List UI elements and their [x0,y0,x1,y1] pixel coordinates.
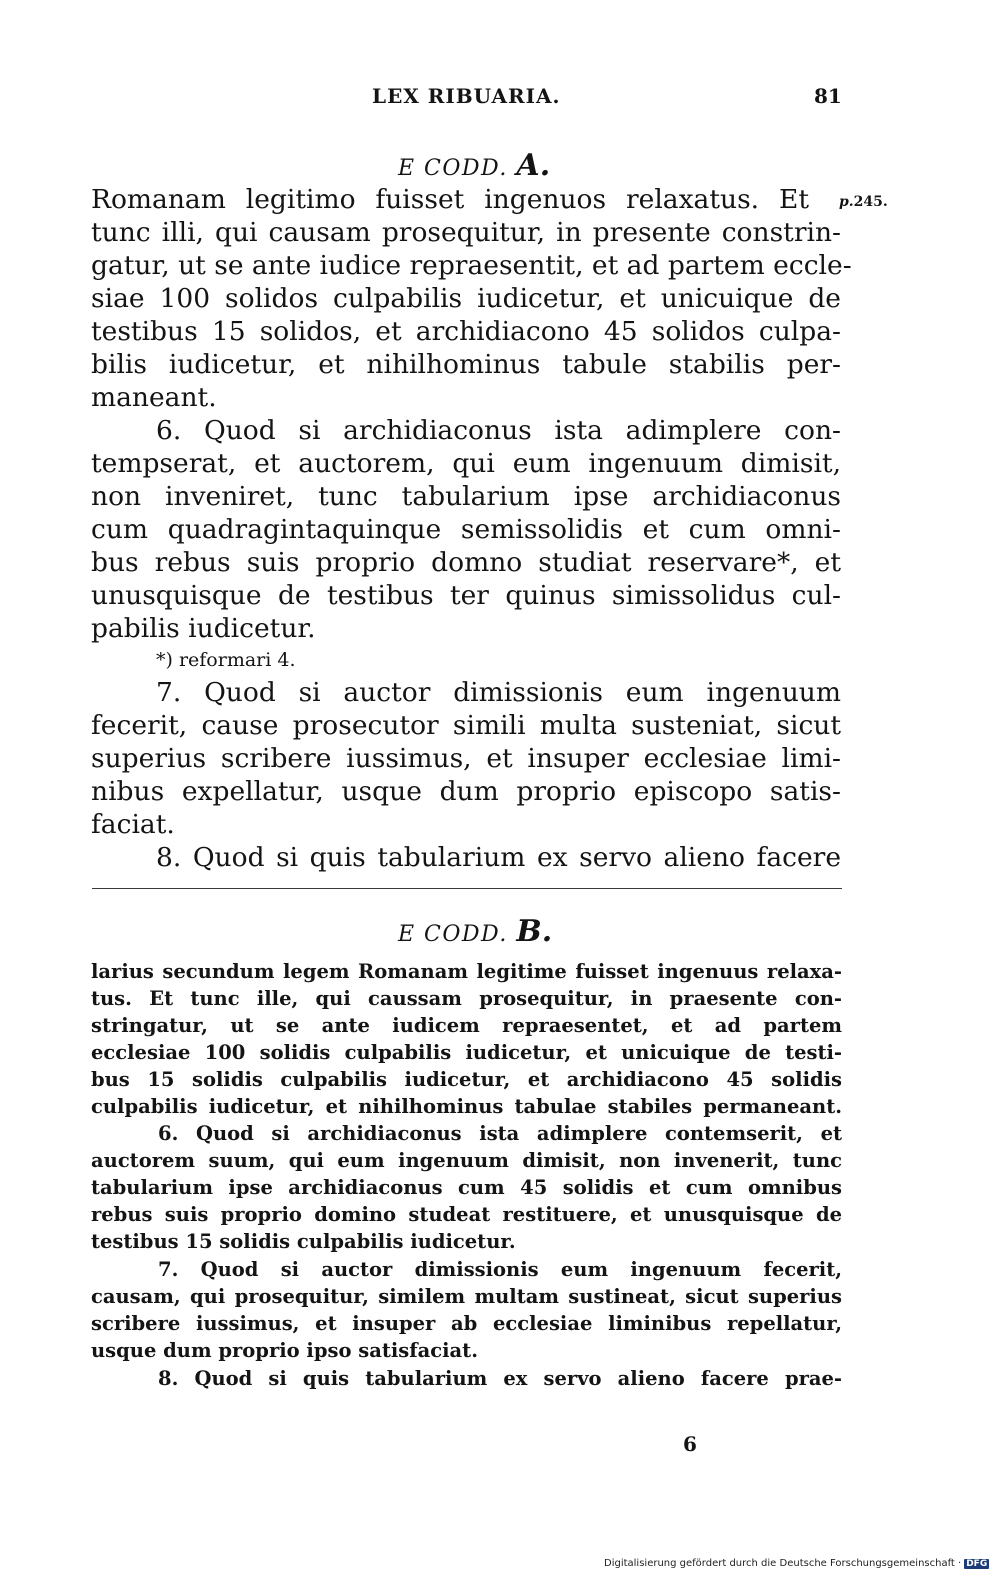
section-a-line: cum quadragintaquinque semissolidis et cum omni- [91,514,841,545]
section-b-line: 7. Quod si auctor dimissionis eum ingenuum fecerit, [158,1258,842,1281]
section-b-line: ecclesiae 100 solidis culpabilis iudicetur, et unicuique de testi- [91,1041,842,1064]
section-a-line: unusquisque de testibus ter quinus simissolidus cul- [91,580,841,611]
section-a-heading [398,148,550,183]
digitization-footer [604,1558,989,1569]
section-a-line: Romanam legitimo fuisset ingenuos relaxatus. Et [91,184,809,215]
section-b-line: stringatur, ut se ante iudicem repraesentet, et ad partem [91,1014,842,1037]
margin-ref [839,194,888,210]
section-b-line: scribere iussimus, et insuper ab ecclesiae liminibus repellatur, [91,1312,842,1335]
footnote: *) reformari 4. [156,649,296,671]
section-a-line: fecerit, cause prosecutor simili multa susteniat, sicut [91,710,841,741]
section-b-line: bus 15 solidis culpabilis iudicetur, et archidiacono 45 solidis [91,1068,842,1091]
section-a-line: 7. Quod si auctor dimissionis eum ingenuum [156,677,841,708]
section-a-line: 6. Quod si archidiaconus ista adimplere con- [156,415,841,446]
section-a-line: tunc illi, qui causam prosequitur, in presente constrin- [91,217,841,248]
section-b-line: tabularium ipse archidiaconus cum 45 solidis et cum omnibus [91,1176,842,1199]
dfg-logo: DFG [966,1559,988,1569]
section-b-line: tus. Et tunc ille, qui caussam prosequitur, in praesente con- [91,987,842,1010]
section-divider [92,888,842,889]
section-b-line: auctorem suum, qui eum ingenuum dimisit, non invenerit, tunc [91,1149,842,1172]
section-b-line: 6. Quod si archidiaconus ista adimplere contemserit, et [158,1122,842,1145]
section-a-line: nibus expellatur, usque dum proprio episcopo satis- [91,776,841,807]
section-a-line: 8. Quod si quis tabularium ex servo alieno facere [156,842,841,873]
section-a-line: gatur, ut se ante iudice repraesentit, et ad partem eccle- [91,250,852,281]
section-b-line: larius secundum legem Romanam legitime fuisset ingenuus relaxa- [91,960,842,983]
section-b-heading [398,914,552,949]
page-number: 81 [814,84,842,108]
section-b-line: 8. Quod si quis tabularium ex servo alieno facere prae- [158,1367,842,1390]
section-a-line: bus rebus suis proprio domno studiat reservare*, et [91,547,841,578]
section-a-line: maneant. [91,382,217,413]
margin-ref-number: 245. [853,194,888,210]
section-b-heading-letter: B. [516,914,553,949]
section-b-line: causam, qui prosequitur, similem multam sustineat, sicut superius [91,1285,842,1308]
section-a-line: bilis iudicetur, et nihilhominus tabule stabilis per- [91,349,841,380]
footer-text: Digitalisierung gefördert durch die Deutsche Forschungsgemeinschaft · [604,1558,962,1569]
margin-ref-prefix: p. [839,194,854,210]
section-b-line: rebus suis proprio domino studeat restituere, et unusquisque de [91,1203,842,1226]
section-b-heading-prefix: E CODD. [398,922,508,947]
section-a-line: siae 100 solidos culpabilis iudicetur, et unicuique de [91,283,841,314]
section-a-heading-letter: A. [516,148,551,183]
section-a-line: testibus 15 solidos, et archidiacono 45 solidos culpa- [91,316,841,347]
section-b-line: culpabilis iudicetur, et nihilhominus tabulae stabiles permaneant. [91,1095,842,1118]
section-a-line: tempserat, et auctorem, qui eum ingenuum dimisit, [91,448,841,479]
section-a-heading-prefix: E CODD. [398,156,508,181]
signature-mark: 6 [683,1432,697,1456]
section-a-line: faciat. [91,809,175,840]
section-a-line: superius scribere iussimus, et insuper ecclesiae limi- [91,743,841,774]
section-a-line: non inveniret, tunc tabularium ipse archidiaconus [91,481,841,512]
running-header-title: LEX RIBUARIA. [372,84,561,108]
section-b-line: testibus 15 solidis culpabilis iudicetur. [91,1230,516,1253]
section-a-line: pabilis iudicetur. [91,613,316,644]
section-b-line: usque dum proprio ipso satisfaciat. [91,1339,478,1362]
